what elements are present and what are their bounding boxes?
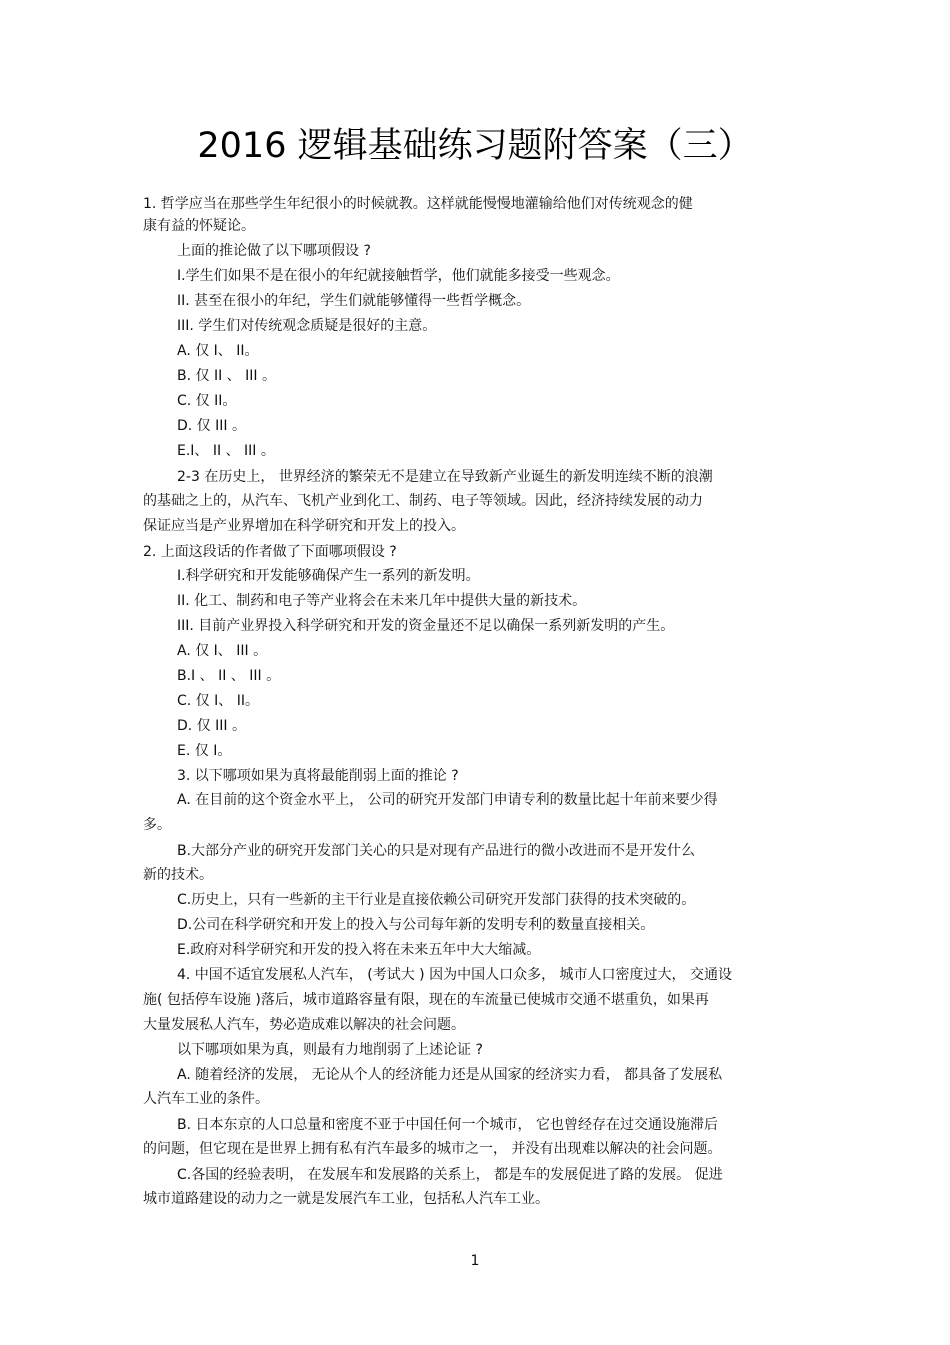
- text-line: A. 仅 I、 II。: [177, 343, 259, 359]
- text-line: 2-3 在历史上， 世界经济的繁荣无不是建立在导致新产业诞生的新发明连续不断的浪潮: [177, 469, 713, 485]
- text-line: 4. 中国不适宜发展私人汽车， (考试大 ) 因为中国人口众多， 城市人口密度过大， 交通设: [177, 967, 732, 983]
- text-line: 2. 上面这段话的作者做了下面哪项假设 ?: [143, 544, 397, 560]
- text-line: II. 化工、制药和电子等产业将会在未来几年中提供大量的新技术。: [177, 593, 587, 609]
- text-line: A. 在目前的这个资金水平上， 公司的研究开发部门申请专利的数量比起十年前来要少得: [177, 792, 718, 808]
- page-number: 1: [470, 1253, 480, 1269]
- text-line: I.学生们如果不是在很小的年纪就接触哲学，他们就能多接受一些观念。: [177, 268, 620, 284]
- text-line: 以下哪项如果为真，则最有力地削弱了上述论证 ?: [177, 1042, 483, 1058]
- text-line: 3. 以下哪项如果为真将最能削弱上面的推论 ?: [177, 768, 459, 784]
- text-line: III. 学生们对传统观念质疑是很好的主意。: [177, 318, 437, 334]
- text-line: III. 目前产业界投入科学研究和开发的资金量还不足以确保一系列新发明的产生。: [177, 618, 675, 634]
- text-line: D. 仅 III 。: [177, 418, 246, 434]
- text-line: C.历史上，只有一些新的主干行业是直接依赖公司研究开发部门获得的技术突破的。: [177, 892, 696, 908]
- text-line: D. 仅 III 。: [177, 718, 246, 734]
- text-line: 的问题，但它现在是世界上拥有私有汽车最多的城市之一， 并没有出现难以解决的社会问题。: [143, 1141, 722, 1157]
- text-line: 人汽车工业的条件。: [143, 1091, 269, 1107]
- text-line: C. 仅 II。: [177, 393, 237, 409]
- text-line: E. 仅 I。: [177, 743, 232, 759]
- text-line: C. 仅 I、 II。: [177, 693, 259, 709]
- text-line: 多。: [143, 817, 171, 833]
- text-line: 的基础之上的，从汽车、飞机产业到化工、制药、电子等领域。因此，经济持续发展的动力: [143, 493, 703, 509]
- text-line: B.大部分产业的研究开发部门关心的只是对现有产品进行的微小改进而不是开发什么: [177, 843, 696, 859]
- text-line: A. 随着经济的发展， 无论从个人的经济能力还是从国家的经济实力看， 都具备了发展私: [177, 1067, 723, 1083]
- text-line: E.政府对科学研究和开发的投入将在未来五年中大大缩减。: [177, 942, 541, 958]
- text-line: B. 日本东京的人口总量和密度不亚于中国任何一个城市， 它也曾经存在过交通设施滞后: [177, 1117, 718, 1133]
- text-line: 施( 包括停车设施 )落后，城市道路容量有限，现在的车流量已使城市交通不堪重负，如果再: [143, 992, 709, 1008]
- text-line: II. 甚至在很小的年纪，学生们就能够懂得一些哲学概念。: [177, 293, 531, 309]
- text-line: C.各国的经验表明， 在发展车和发展路的关系上， 都是车的发展促进了路的发展。 促进: [177, 1167, 723, 1183]
- page-title: 2016 逻辑基础练习题附答案（三）: [197, 126, 753, 166]
- text-line: 1. 哲学应当在那些学生年纪很小的时候就教。这样就能慢慢地灌输给他们对传统观念的健: [143, 196, 693, 212]
- text-line: I.科学研究和开发能够确保产生一系列的新发明。: [177, 568, 480, 584]
- text-line: 大量发展私人汽车，势必造成难以解决的社会问题。: [143, 1017, 465, 1033]
- text-line: E.I、 II 、 III 。: [177, 443, 275, 459]
- text-line: 康有益的怀疑论。: [143, 218, 255, 234]
- text-line: A. 仅 I、 III 。: [177, 643, 268, 659]
- text-line: B. 仅 II 、 III 。: [177, 368, 276, 384]
- text-line: 城市道路建设的动力之一就是发展汽车工业，包括私人汽车工业。: [143, 1191, 549, 1207]
- text-line: B.I 、 II 、 III 。: [177, 668, 281, 684]
- text-line: D.公司在科学研究和开发上的投入与公司每年新的发明专利的数量直接相关。: [177, 917, 655, 933]
- text-line: 新的技术。: [143, 867, 213, 883]
- text-line: 保证应当是产业界增加在科学研究和开发上的投入。: [143, 518, 465, 534]
- text-line: 上面的推论做了以下哪项假设 ?: [177, 243, 371, 259]
